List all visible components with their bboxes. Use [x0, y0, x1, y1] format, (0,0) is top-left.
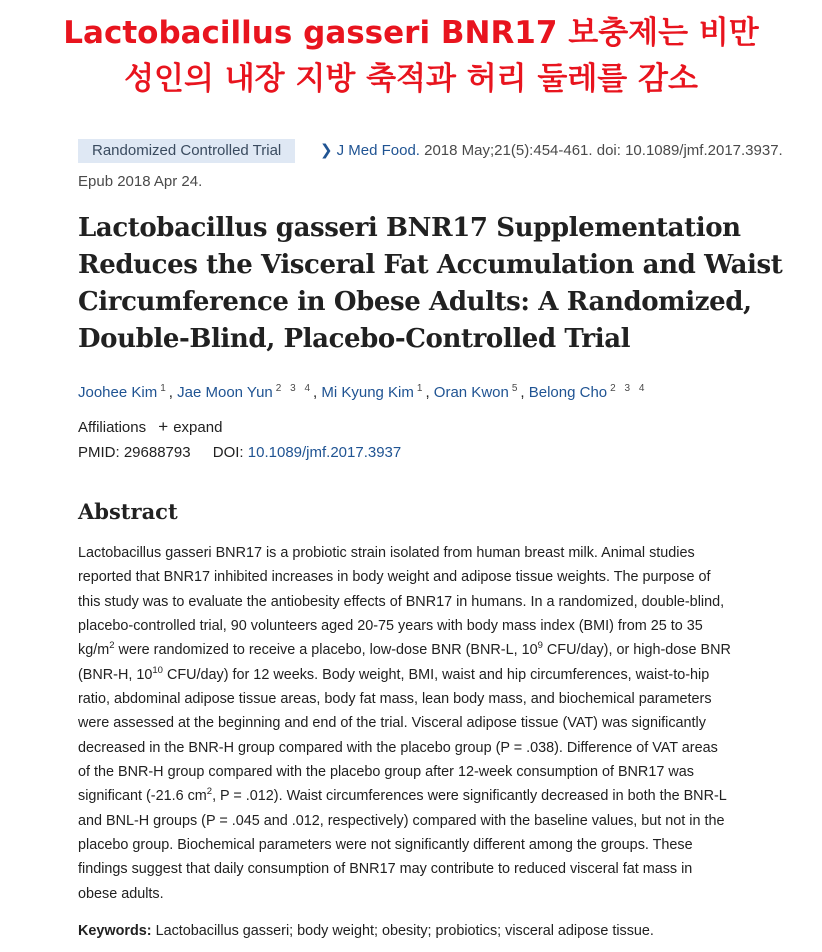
abstract-line: ratio, abdominal adipose tissue areas, body fat mass, lean body mass, and biochemical parameters [78, 691, 712, 708]
affiliation-number[interactable]: 5 [511, 383, 521, 394]
affiliation-number[interactable]: 1 [160, 383, 169, 394]
affiliation-number[interactable]: 2 3 4 [275, 383, 314, 394]
affiliations-row [78, 416, 222, 439]
author-link[interactable]: Oran Kwon [433, 384, 509, 401]
abstract-text [78, 541, 808, 906]
identifiers-row [78, 442, 401, 464]
journal-link[interactable]: J Med Food. [336, 142, 420, 159]
publication-type-badge[interactable]: Randomized Controlled Trial [78, 139, 295, 163]
pmid-value: 29688793 [123, 444, 191, 461]
banner-line-1: Lactobacillus gasseri BNR17 보충제는 비만 [63, 15, 759, 51]
plus-icon: + [158, 417, 169, 436]
abstract-line: placebo group. Biochemical parameters were not significantly different among the groups. These [78, 837, 693, 854]
keywords-row [78, 920, 654, 942]
doi-label: DOI: [212, 444, 244, 461]
abstract-line: were assessed at the beginning and end of the trial. Visceral adipose tissue (VAT) was significantly [78, 715, 706, 732]
chevron-right-icon[interactable]: ❯ [320, 142, 333, 159]
abstract-line: and BNL-H groups (P = .045 and .012, respectively) compared with the baseline values, but not in the [78, 812, 725, 829]
banner-line-2: 성인의 내장 지방 축적과 허리 둘레를 감소 [124, 61, 698, 97]
abstract-line: placebo-controlled trial, 90 volunteers aged 20-75 years with body mass index (BMI) from 25 to 35 [78, 618, 703, 635]
abstract-line: of the BNR-H group compared with the placebo group after 12-week consumption of BNR17 was [78, 764, 694, 781]
epub-date: Epub 2018 Apr 24. [78, 173, 203, 190]
author-link[interactable]: Jae Moon Yun [177, 384, 273, 401]
affiliations-label: Affiliations [78, 419, 147, 436]
abstract-line: findings suggest that daily consumption of BNR17 may contribute to reduced visceral fat mass in [78, 861, 693, 878]
article-title: Lactobacillus gasseri BNR17 Supplementation Reduces the Visceral Fat Accumulation and Waist Circumference in Obese Adults: A Randomized, Double-Blind, Placebo-Controlled Trial [78, 213, 783, 354]
citation-line [320, 139, 783, 163]
abstract-line: significant (-21.6 $cm^2$, P = .012). Waist circumferences were significantly decreased in both the BNR-L [78, 786, 727, 805]
author-link[interactable]: Belong Cho [528, 384, 608, 401]
doi-link[interactable]: 10.1089/jmf.2017.3937 [247, 444, 402, 461]
author-link[interactable]: Mi Kyung Kim [321, 384, 414, 401]
abstract-line: reported that BNR17 inhibited increases in body weight and adipose tissue weights. The purpose of [78, 569, 711, 586]
abstract-heading: Abstract [78, 499, 178, 524]
affiliation-number[interactable]: 2 3 4 [610, 383, 648, 394]
abstract-line: Lactobacillus gasseri BNR17 is a probiotic strain isolated from human breast milk. Animal studies [78, 545, 695, 561]
affiliation-number[interactable]: 1 [416, 383, 426, 394]
abstract-line: decreased in the BNR-H group compared with the placebo group (P = .038). Difference of VAT areas [78, 739, 718, 756]
citation-details: 2018 May;21(5):454-461. doi: 10.1089/jmf.2017.3937. [424, 142, 783, 159]
pmid-label: PMID: [78, 444, 120, 461]
abstract-line: this study was to evaluate the antiobesity effects of BNR17 in humans. In a randomized, double-blind, [78, 593, 725, 610]
abstract-line: (BNR-H, $10^{10}$ CFU/day) for 12 weeks. Body weight, BMI, waist and hip circumferences, waist-to-hip [78, 664, 710, 683]
author-list: Joohee Kim $^1$, Jae Moon Yun $^{2 3 4}$, Mi Kyung Kim $^1$, Oran Kwon $^5$, Belong Cho $^{2 3 4}$ [78, 383, 648, 401]
abstract-line: $kg/m^2$ were randomized to receive a placebo, low-dose BNR (BNR-L, $10^9$ CFU/day), or high-dose BNR [78, 640, 731, 659]
korean-headline-banner [0, 10, 822, 102]
keywords-label: Keywords: [78, 923, 152, 939]
abstract-line: obese adults. [78, 885, 164, 902]
expand-affiliations-button[interactable]: + expand [158, 417, 223, 436]
author-link[interactable]: Joohee Kim [78, 384, 158, 401]
keywords-text: Lactobacillus gasseri; body weight; obesity; probiotics; visceral adipose tissue. [155, 923, 654, 939]
